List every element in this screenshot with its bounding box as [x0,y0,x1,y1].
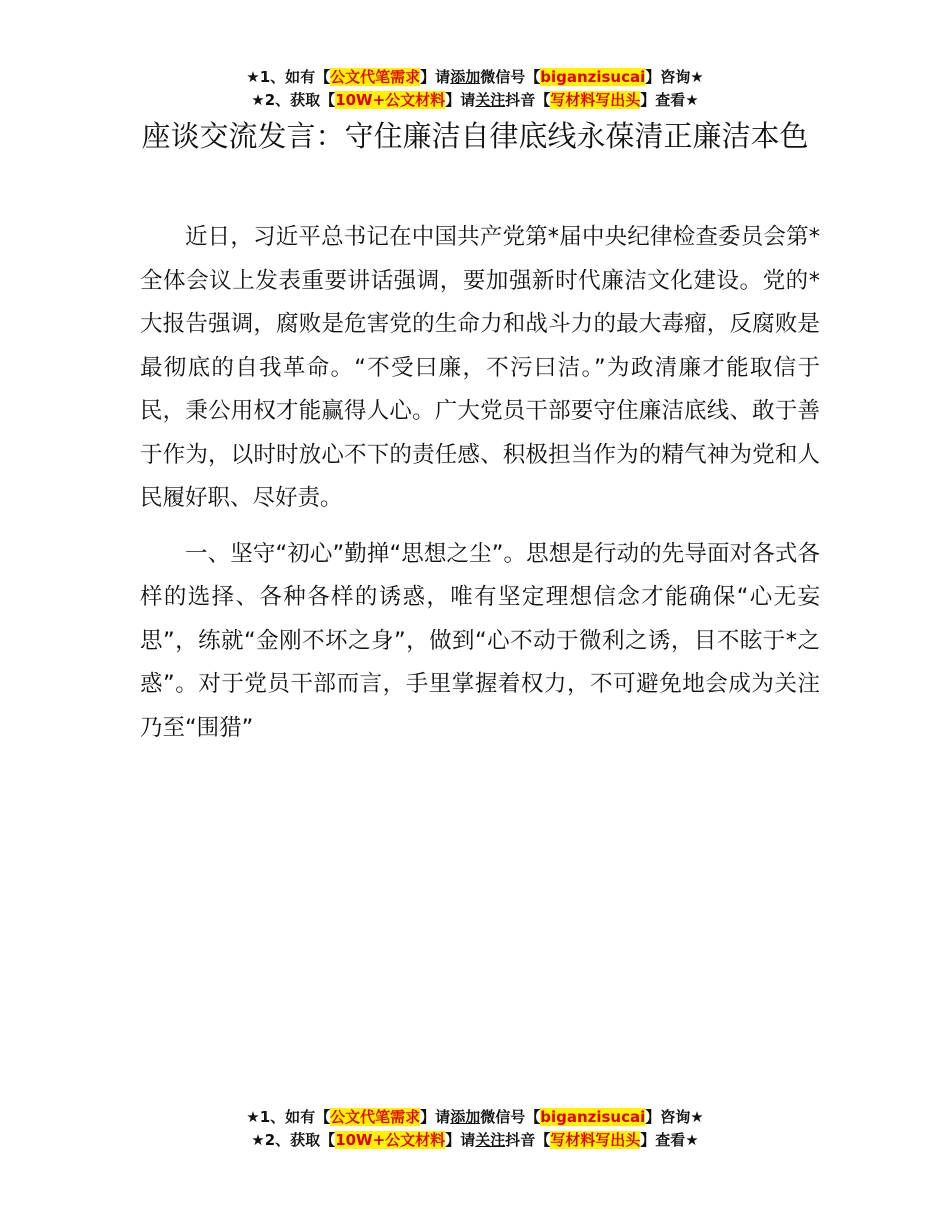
promo-text: 】请 [420,1108,451,1126]
promo-underline: 关注 [475,91,506,109]
promo-header [0,66,950,112]
promo-footer [0,1106,950,1152]
promo-text: 】查看★ [640,1131,699,1149]
promo-underline: 添加 [450,68,481,86]
promo-text: 】咨询★ [645,68,704,86]
document-body [140,216,820,750]
paragraph: 一、坚守“初心”勤掸“思想之尘”。思想是行动的先导面对各式各样的选择、各种各样的诱惑，唯有坚定理想信念才能确保“心无妄思”，练就“金刚不坏之身”，做到“心不动于微利之诱，目不眩于*之惑”。对于党员干部而言，手里掌握着权力，不可避免地会成为关注乃至“围猎” [140,540,820,741]
promo-underline: 关注 [475,1131,506,1149]
promo-text: 微信号【 [480,68,541,86]
promo-highlight: 10W+公文材料 [335,1131,446,1149]
promo-text: 抖音【 [505,1131,551,1149]
promo-text: ★2、获取【 [251,1131,336,1149]
promo-highlight: 写材料写出头 [550,91,641,109]
promo-text: 】请 [420,68,451,86]
promo-highlight: 公文代笔需求 [330,68,421,86]
promo-highlight: biganzisucai [540,68,646,86]
promo-text: 抖音【 [505,91,551,109]
promo-text: ★1、如有【 [246,68,331,86]
promo-text: 】请 [445,91,476,109]
paragraph: 近日，习近平总书记在中国共产党第*届中央纪律检查委员会第*全体会议上发表重要讲话强调，要加强新时代廉洁文化建设。党的*大报告强调，腐败是危害党的生命力和战斗力的最大毒瘤，反腐败是最彻底的自我革命。“不受曰廉，不污曰洁。”为政清廉才能取信于民，秉公用权才能赢得人心。广大党员干部要守住廉洁底线、敢于善于作为，以时时放心不下的责任感、积极担当作为的精气神为党和人民履好职、尽好责。 [140,224,820,511]
promo-text: 】咨询★ [645,1108,704,1126]
promo-highlight: 写材料写出头 [550,1131,641,1149]
promo-line-1 [0,1106,950,1129]
promo-underline: 添加 [450,1108,481,1126]
promo-text: 微信号【 [480,1108,541,1126]
document-title: 座谈交流发言：守住廉洁自律底线永葆清正廉洁本色 [141,119,809,153]
promo-highlight: biganzisucai [540,1108,646,1126]
promo-highlight: 10W+公文材料 [335,91,446,109]
promo-text: 】查看★ [640,91,699,109]
promo-text: 】请 [445,1131,476,1149]
promo-text: ★2、获取【 [251,91,336,109]
promo-highlight: 公文代笔需求 [330,1108,421,1126]
promo-line-1 [0,66,950,89]
promo-line-2 [0,1129,950,1152]
promo-text: ★1、如有【 [246,1108,331,1126]
promo-line-2 [0,89,950,112]
